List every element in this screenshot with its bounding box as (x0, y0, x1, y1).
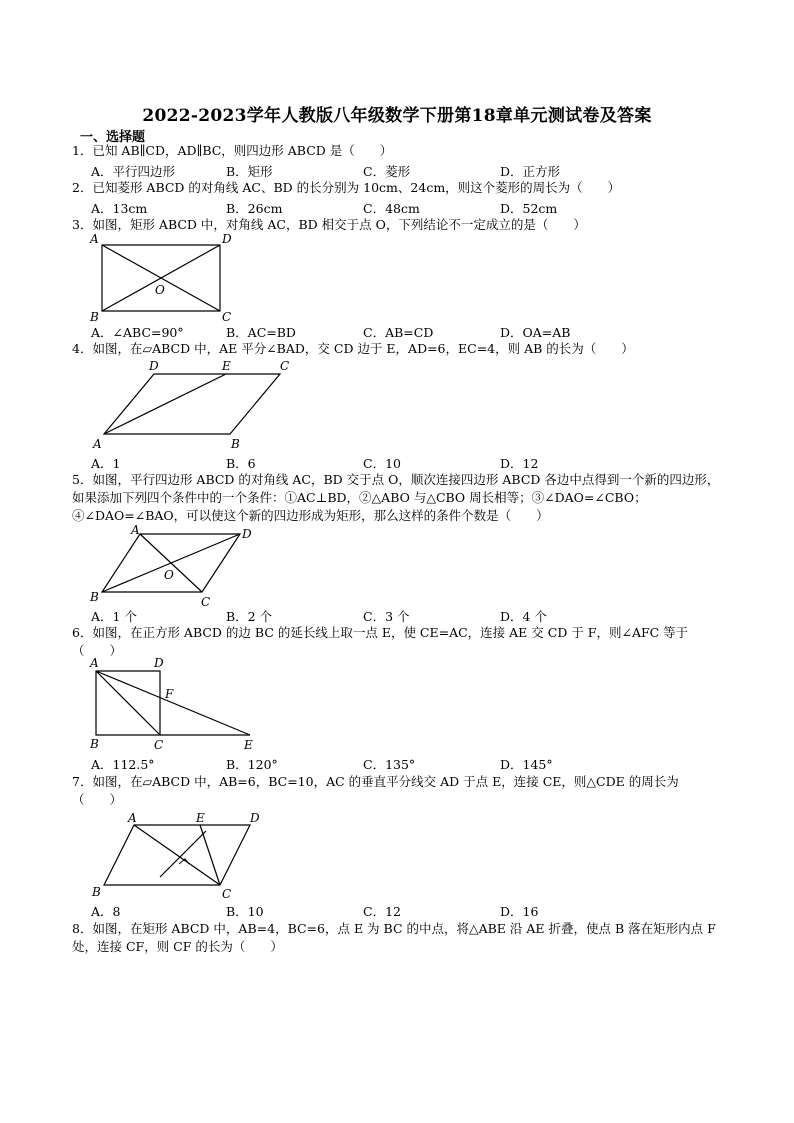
options-2 (91, 199, 651, 215)
figure-square-extension (88, 657, 264, 753)
option-c[interactable]: C．10 (363, 456, 401, 471)
options-6 (91, 755, 651, 771)
label-a: A (90, 657, 99, 670)
label-b: B (90, 737, 99, 751)
label-a: A (93, 437, 102, 451)
option-c[interactable]: C．135° (363, 757, 416, 772)
option-d[interactable]: D．52cm (500, 201, 558, 216)
question-8: 8．如图，在矩形 ABCD 中，AB=4，BC=6，点 E 为 BC 的中点，将△ABE 沿 AE 折叠，使点 B 落在矩形内点 F 处，连接 CF，则 CF 的长为（ ） (72, 921, 716, 954)
figure-rectangle-abcd (88, 231, 248, 323)
option-a[interactable]: A．13cm (91, 201, 148, 216)
question-1: 1．已知 AB∥CD，AD∥BC，则四边形 ABCD 是（ ） (72, 143, 393, 158)
option-b[interactable]: B．矩形 (226, 164, 273, 179)
label-c: C (280, 359, 290, 373)
label-d: D (250, 811, 260, 825)
label-d: D (242, 527, 252, 541)
option-b[interactable]: B．10 (226, 904, 264, 919)
label-a: A (128, 811, 137, 825)
label-f: F (165, 687, 174, 701)
question-4: 4．如图，在▱ABCD 中，AE 平分∠BAD，交 CD 边于 E，AD=6，EC=4，则 AB 的长为（ ） (72, 341, 634, 356)
option-b[interactable]: B．120° (226, 757, 278, 772)
option-a[interactable]: A．平行四边形 (91, 164, 176, 179)
section-heading: 一、选择题 (80, 130, 146, 145)
label-c: C (222, 310, 232, 323)
label-d: D (222, 232, 232, 246)
question-5: 5．如图，平行四边形 ABCD 的对角线 AC，BD 交于点 O，顺次连接四边形 ABCD 各边中点得到一个新的四边形，如果添加下列四个条件中的一个条件：①AC⊥BD，②△ABO 与△CBO 周长相等；③∠DAO=∠CBO；④∠DAO=∠BAO，可以使这个新的四边形成为矩形，那么这样的条件个数是（ ） (72, 472, 720, 523)
label-a: A (131, 524, 140, 537)
option-c[interactable]: C．48cm (363, 201, 420, 216)
label-b: B (90, 590, 99, 604)
option-d[interactable]: D．12 (500, 456, 539, 471)
label-c: C (222, 887, 232, 901)
label-e: E (222, 359, 231, 373)
option-b[interactable]: B．26cm (226, 201, 283, 216)
option-d[interactable]: D．4 个 (500, 609, 547, 624)
option-a[interactable]: A．1 个 (91, 609, 137, 624)
label-o: O (155, 283, 165, 297)
option-a[interactable]: A．∠ABC=90° (91, 325, 184, 340)
question-6: 6．如图，在正方形 ABCD 的边 BC 的延长线上取一点 E，使 CE=AC，连接 AE 交 CD 于 F，则∠AFC 等于（ ） (72, 625, 689, 658)
label-b: B (90, 310, 99, 323)
question-2: 2．已知菱形 ABCD 的对角线 AC、BD 的长分别为 10cm、24cm，则这个菱形的周长为（ ） (72, 180, 621, 195)
options-1 (91, 162, 651, 178)
label-a: A (90, 232, 99, 246)
option-d[interactable]: D．正方形 (500, 164, 561, 179)
option-c[interactable]: C．菱形 (363, 164, 411, 179)
question-3: 3．如图，矩形 ABCD 中，对角线 AC，BD 相交于点 O，下列结论不一定成立的是（ ） (72, 217, 586, 232)
option-b[interactable]: B．6 (226, 456, 256, 471)
option-a[interactable]: A．112.5° (91, 757, 155, 772)
figure-parallelogram-ae (88, 356, 303, 452)
label-e: E (196, 811, 205, 825)
option-d[interactable]: D．OA=AB (500, 325, 571, 340)
option-b[interactable]: B．2 个 (226, 609, 273, 624)
label-d: D (154, 657, 164, 670)
option-c[interactable]: C．3 个 (363, 609, 410, 624)
label-c: C (201, 595, 211, 608)
label-o: O (164, 568, 174, 582)
options-4 (91, 454, 651, 470)
label-d: D (149, 359, 159, 373)
figure-parallelogram-diagonals (88, 524, 268, 608)
label-b: B (231, 437, 240, 451)
label-e: E (244, 738, 253, 752)
option-c[interactable]: C．12 (363, 904, 401, 919)
option-a[interactable]: A．8 (91, 904, 121, 919)
option-a[interactable]: A．1 (91, 456, 121, 471)
options-7 (91, 902, 651, 918)
figure-parallelogram-perpendicular-bisector (88, 809, 270, 903)
options-3 (91, 323, 651, 339)
option-d[interactable]: D．145° (500, 757, 553, 772)
page-title: 2022-2023学年人教版八年级数学下册第18章单元测试卷及答案 (142, 106, 652, 126)
option-b[interactable]: B．AC=BD (226, 325, 296, 340)
option-c[interactable]: C．AB=CD (363, 325, 434, 340)
label-b: B (92, 885, 101, 899)
options-5 (91, 607, 651, 623)
label-c: C (154, 738, 164, 752)
option-d[interactable]: D．16 (500, 904, 539, 919)
question-7: 7．如图，在▱ABCD 中，AB=6，BC=10，AC 的垂直平分线交 AD 于点 E，连接 CE，则△CDE 的周长为（ ） (72, 774, 679, 807)
